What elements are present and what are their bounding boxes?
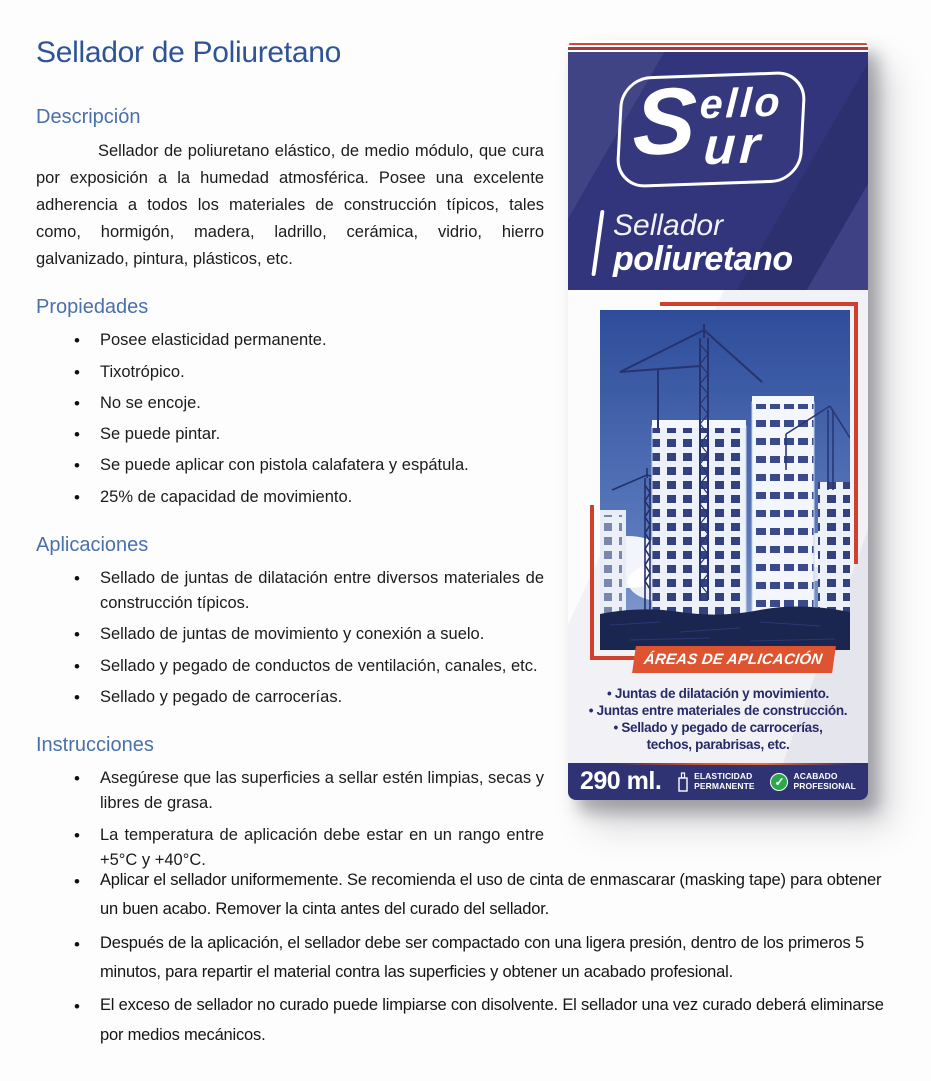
areas-de-aplicacion-banner: ÁREAS DE APLICACIÓN: [632, 646, 836, 673]
label-list-item: • Juntas de dilatación y movimiento.: [607, 686, 829, 701]
properties-list: [36, 328, 544, 509]
document-column: [36, 36, 544, 879]
logo-text-ur: ur: [702, 116, 766, 177]
logo-text-ello: ello: [698, 78, 784, 128]
list-item: • No se encoje.: [36, 391, 544, 416]
list-item: • La temperatura de aplicación debe estar en un rango entre +5°C y +40°C.: [36, 823, 544, 873]
section-heading-descripcion: Descripción: [36, 106, 141, 128]
badge-line: PERMANENTE: [694, 780, 755, 791]
label-list-item: techos, parabrisas, etc.: [646, 737, 790, 752]
list-item: • Asegúrese que las superficies a sellar estén limpias, secas y libres de grasa.: [36, 766, 544, 816]
label-application-list: [568, 685, 868, 753]
list-item: • Después de la aplicación, el sellador debe ser compactado con una ligera presión, dentro de los primeros 5 minutos, para repartir el material contra las superficies y obtener un acabado profesional.: [36, 929, 898, 988]
list-item: • Sellado de juntas de dilatación entre diversos materiales de construcción típicos.: [36, 566, 544, 616]
volume-text: 290 ml.: [580, 767, 662, 795]
applications-list: [36, 566, 544, 710]
label-middle: [568, 290, 868, 763]
section-heading-instrucciones: Instrucciones: [36, 734, 154, 757]
section-heading-propiedades: Propiedades: [36, 296, 149, 319]
elasticity-badge: [677, 772, 755, 792]
label-bottom-bar: [568, 763, 868, 800]
badge-line: ACABADO: [793, 770, 838, 781]
subtitle-line2: poliuretano: [613, 239, 793, 278]
list-item: • Sellado y pegado de conductos de ventilación, canales, etc.: [36, 654, 544, 679]
product-subtitle: [596, 210, 793, 276]
list-item: • Posee elasticidad permanente.: [36, 328, 544, 353]
subtitle-bar: [591, 210, 604, 276]
logo-letter-s: S: [630, 67, 699, 175]
list-item: • Sellado y pegado de carrocerías.: [36, 685, 544, 710]
badge-line: ELASTICIDAD: [694, 770, 753, 781]
product-label-image: [568, 40, 868, 800]
instructions-list-wide: [36, 866, 898, 1054]
section-heading-aplicaciones: Aplicaciones: [36, 533, 149, 556]
instructions-list-narrow: [36, 766, 544, 873]
list-item: • 25% de capacidad de movimiento.: [36, 485, 544, 510]
list-item: • Tixotrópico.: [36, 360, 544, 385]
list-item: • Se puede aplicar con pistola calafatera y espátula.: [36, 453, 544, 478]
sellosur-logo: [615, 67, 807, 189]
description-paragraph: Sellador de poliuretano elástico, de medio módulo, que cura por exposición a la humedad atmosférica. Posee una excelente adherencia a todos los materiales de construcción típicos, tales como, hormigón, madera, ladrillo, cerámica, vidrio, hierro galvanizado, pintura, plásticos, etc.: [36, 142, 544, 268]
top-red-stripes: [568, 40, 868, 52]
label-list-item: • Juntas entre materiales de construcción.: [588, 703, 848, 718]
badge-line: PROFESIONAL: [793, 780, 856, 791]
list-item: • Sellado de juntas de movimiento y conexión a suelo.: [36, 622, 544, 647]
subtitle-line1: Sellador: [613, 209, 724, 242]
label-list-item: • Sellado y pegado de carrocerías,: [613, 720, 823, 735]
page-title: Sellador de Poliuretano: [36, 36, 341, 69]
logo-right-block: [696, 78, 784, 177]
construction-photo: [600, 310, 850, 650]
list-item: • El exceso de sellador no curado puede limpiarse con disolvente. El sellador una vez curado deberá eliminarse por medios mecánicos.: [36, 991, 898, 1050]
list-item: • Se puede pintar.: [36, 422, 544, 447]
cartridge-icon: [677, 772, 689, 792]
list-item: • Aplicar el sellador uniformemente. Se recomienda el uso de cinta de enmascarar (masking tape) para obtener un buen acabo. Remover la cinta antes del curado del sellador.: [36, 866, 898, 925]
finish-badge: [770, 772, 856, 791]
check-icon: ✓: [770, 773, 788, 791]
label-header: [568, 52, 868, 290]
